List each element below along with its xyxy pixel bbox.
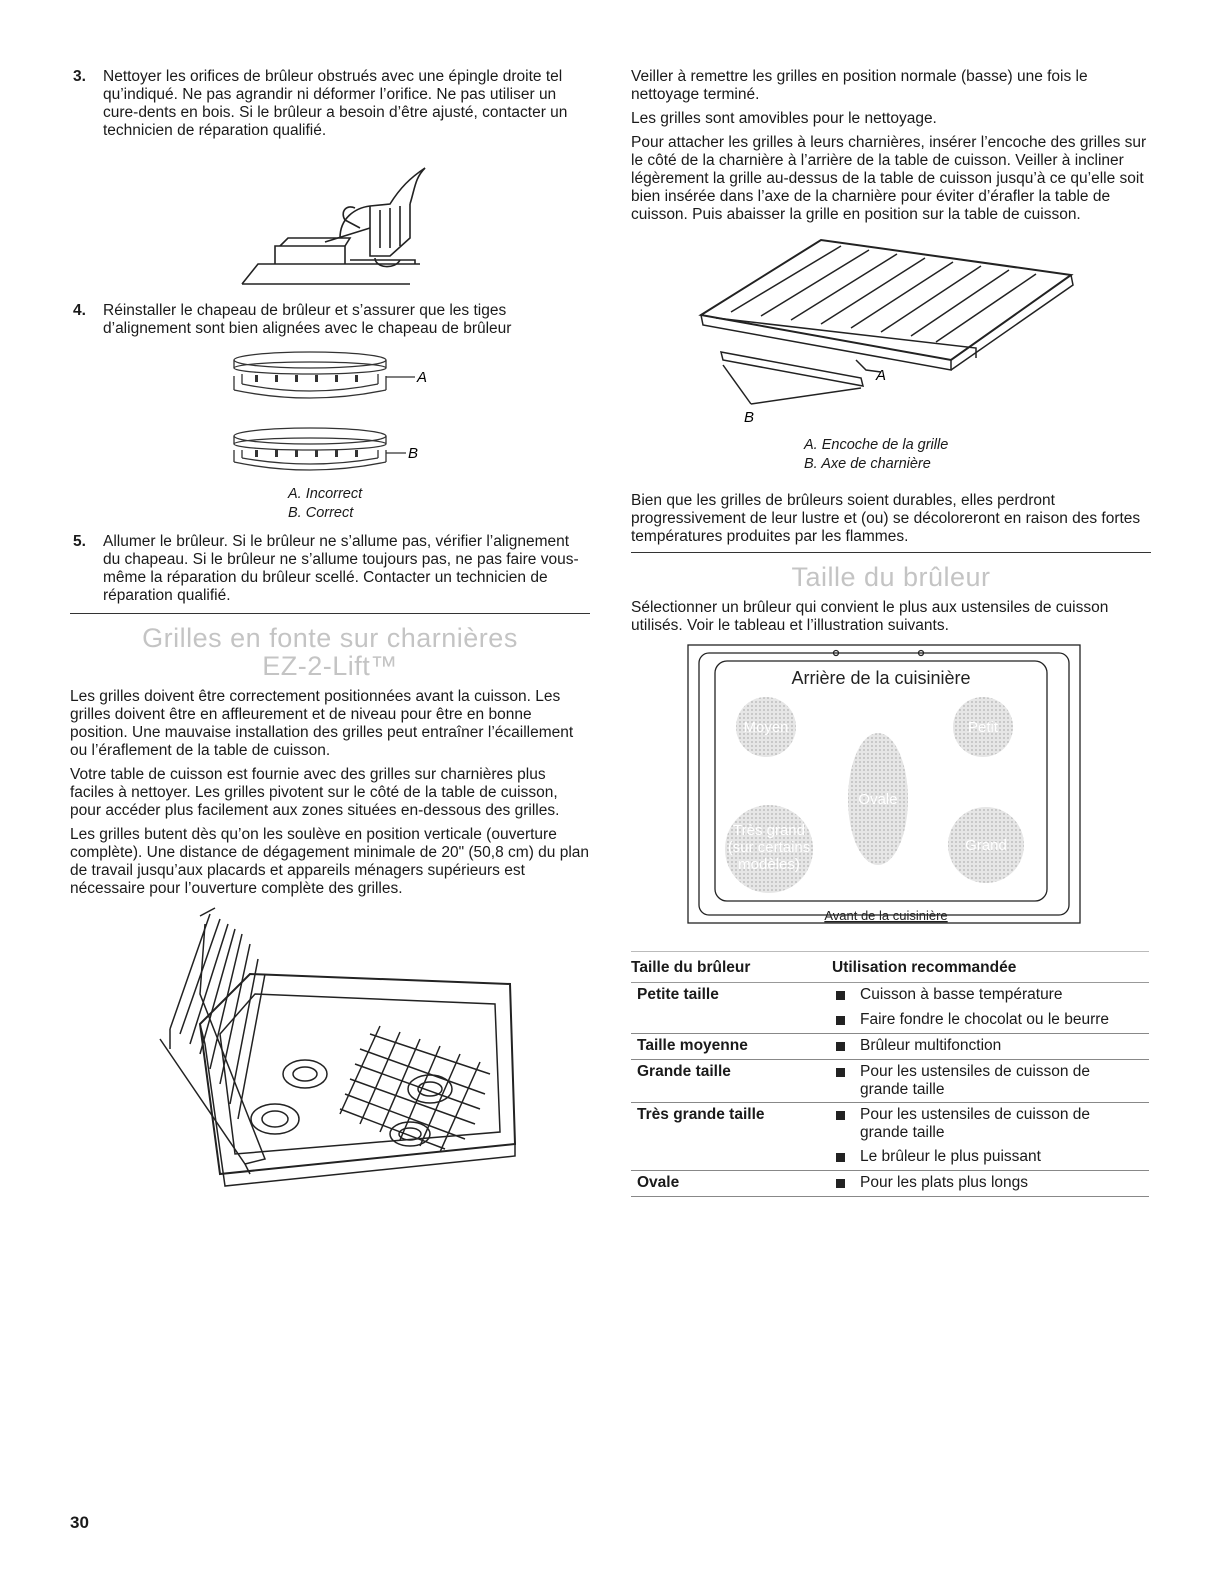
label-tres-grand-1: Très grand [733, 822, 805, 839]
row-size: Ovale [631, 1171, 832, 1197]
grates-paragraph-3: Les grilles butent dès qu’on les soulève en position verticale (ouverture complète). Une distance de dégagement minimale de 20" (50,8 cm) du plan de travail jusqu’aux placards et appareils ménagers supérieurs est nécessaire pour l’ouverture complète des grilles. [70, 826, 590, 897]
burner-size-paragraph: Sélectionner un brûleur qui convient le plus aux ustensiles de cuisson utilisés. Voir le tableau et l’illustration suivants. [631, 599, 1109, 634]
label-b: B [744, 409, 755, 426]
grates-paragraph-5: Les grilles sont amovibles pour le nettoyage. [631, 110, 937, 127]
table-row [631, 1060, 1149, 1103]
label-front: Avant de la cuisinière [824, 908, 948, 923]
bullet-icon [836, 1111, 845, 1120]
section-title-grates-sub: EZ-2-Lift™ [262, 651, 398, 681]
row-use: Faire fondre le chocolat ou le beurre [860, 1008, 1149, 1034]
step-text: Allumer le brûleur. Si le brûleur ne s’allume pas, vérifier l’alignement du chapeau. Si le brûleur ne s’allume toujours pas, ne pas faire vous-même la réparation du brûleur scellé. Contacter un technicien de réparation qualifié. [103, 533, 579, 604]
label-a: A [876, 367, 887, 384]
label-back: Arrière de la cuisinière [791, 668, 971, 688]
step-number: 5. [73, 533, 86, 550]
grates-paragraph-6: Pour attacher les grilles à leurs charnières, insérer l’encoche des grilles sur le côté de la charnière à l’arrière de la table de cuisson. Veiller à incliner légèrement la grille au-dessus de la table de cuisson jusqu’à ce qu’elle soit bien insérée dans l’axe de la charnière pour éviter d’érafler la table de cuisson. Puis abaisser la grille en position sur la table de cuisson. [631, 134, 1147, 223]
row-use: Cuisson à basse température [860, 986, 1063, 1003]
label-a: A [417, 369, 428, 386]
caption-a: A. Incorrect [288, 486, 363, 502]
step-text: Réinstaller le chapeau de brûleur et s’assurer que les tiges d’alignement sont bien alignées avec le chapeau de brûleur [103, 302, 512, 337]
grates-paragraph-2: Votre table de cuisson est fournie avec des grilles sur charnières plus faciles à nettoyer. Les grilles pivotent sur le côté de la table de cuisson, pour accéder plus facilement aux zones situées en-dessous des grilles. [70, 766, 560, 819]
grate-captions [631, 436, 1151, 474]
bullet-icon [836, 1179, 845, 1188]
step-3 [70, 68, 590, 140]
caption-b: B. Correct [288, 505, 354, 521]
burner-cap-illustration [70, 346, 590, 491]
burner-layout-diagram [631, 641, 1151, 941]
burner-layout-image [631, 641, 1151, 941]
row-use: Pour les ustensiles de cuisson de grande taille [860, 1060, 1149, 1103]
step-4 [70, 302, 590, 338]
burner-size-table [631, 951, 1149, 1197]
row-size: Petite taille [637, 986, 719, 1003]
row-use: Brûleur multifonction [860, 1034, 1149, 1060]
caption-b: B. Axe de charnière [804, 456, 931, 472]
row-use: Pour les plats plus longs [860, 1171, 1149, 1197]
hinged-grate-image [70, 904, 590, 1194]
grates-paragraph-7: Bien que les grilles de brûleurs soient durables, elles perdront progressivement de leur lustre et (ou) se décoloreront en raison des fortes températures produites par les flammes. [631, 492, 1141, 545]
pin-cleaning-illustration [70, 148, 590, 298]
orifice-cleaning-image [70, 148, 590, 298]
row-use: Le brûleur le plus puissant [860, 1145, 1149, 1171]
step-5 [70, 533, 590, 605]
table-row [631, 983, 1149, 1009]
table-row [631, 1103, 1149, 1146]
row-use: Pour les ustensiles de cuisson de grande taille [860, 1106, 1091, 1141]
grates-paragraph-1: Les grilles doivent être correctement positionnées avant la cuisson. Les grilles doivent être en affleurement et de niveau pour être en bonne position. Une mauvaise installation des grilles peut entraîner l’écaillement ou l’éraflement de la table de cuisson. [70, 688, 574, 759]
bullet-icon [836, 1042, 845, 1051]
grate-hinge-illustration [631, 230, 1151, 430]
bullet-icon [836, 991, 845, 1000]
table-row [631, 1171, 1149, 1197]
label-petit: Petit [967, 719, 999, 736]
caption-a: A. Encoche de la grille [804, 437, 949, 453]
table-row [631, 1008, 1149, 1034]
header-size: Taille du brûleur [631, 952, 832, 983]
row-size: Grande taille [631, 1060, 832, 1103]
row-size: Très grande taille [637, 1106, 765, 1123]
hinged-grate-illustration [70, 904, 590, 1194]
section-divider [631, 552, 1151, 553]
row-size: Taille moyenne [631, 1034, 832, 1060]
label-grand: Grand [965, 837, 1007, 854]
bullet-icon [836, 1016, 845, 1025]
section-title-grates: Grilles en fonte sur charnières [142, 623, 518, 653]
label-b: B [408, 445, 419, 462]
bullet-icon [836, 1068, 845, 1077]
label-tres-grand-2: (sur certains [727, 839, 811, 856]
label-moyen: Moyen [743, 719, 789, 736]
table-header [631, 952, 1149, 983]
section-title-burner-size: Taille du brûleur [791, 562, 991, 592]
header-usage: Utilisation recommandée [832, 952, 1149, 983]
page-number: 30 [70, 1513, 89, 1532]
step-text: Nettoyer les orifices de brûleur obstrués avec une épingle droite tel qu’indiqué. Ne pas agrandir ni déformer l’orifice. Ne pas utiliser un cure-dents en bois. Si le brûleur a besoin d’être ajusté, contacter un technicien de réparation qualifié. [103, 68, 568, 139]
burner-cap-image [70, 346, 590, 491]
table-row [631, 1145, 1149, 1171]
bullet-icon [836, 1153, 845, 1162]
right-column [631, 68, 1151, 1197]
step-number: 4. [73, 302, 86, 319]
table-row [631, 1034, 1149, 1060]
label-ovale: Ovale [858, 791, 898, 808]
label-tres-grand-3: modèles) [738, 856, 800, 873]
grates-paragraph-4: Veiller à remettre les grilles en position normale (basse) une fois le nettoyage terminé. [631, 68, 1088, 103]
grate-hinge-image [631, 230, 1151, 430]
section-divider [70, 613, 590, 614]
left-column [70, 68, 590, 1194]
step-number: 3. [73, 68, 86, 85]
